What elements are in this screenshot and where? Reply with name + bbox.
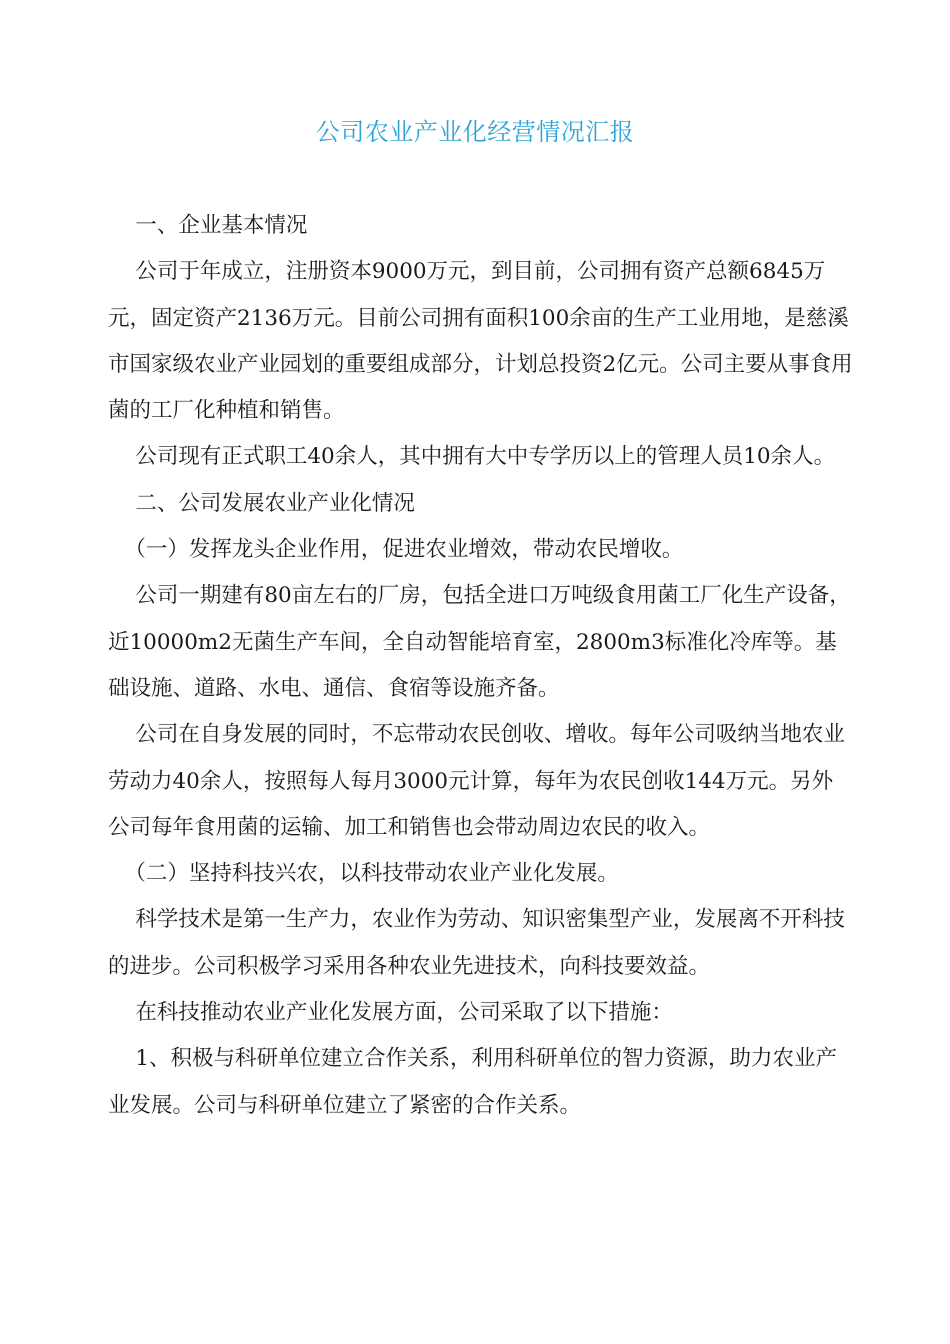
paragraph-facilities: 公司一期建有80亩左右的厂房，包括全进口万吨级食用菌工厂化生产设备，近10000m2无菌生产车间，全自动智能培育室，2800m3标准化冷库等。基础设施、道路、水电、通信、食宿等设施齐备。 <box>108 583 851 701</box>
paragraph-company-overview: 公司于年成立，注册资本9000万元，到目前，公司拥有资产总额6845万元，固定资产2136万元。目前公司拥有面积100余亩的生产工业用地，是慈溪市国家级农业产业园划的重要组成部分，计划总投资2亿元。公司主要从事食用菌的工厂化种植和销售。 <box>108 259 853 424</box>
section-heading-industrialization: 二、公司发展农业产业化情况 <box>135 490 415 516</box>
document-body <box>108 203 853 1129</box>
paragraph-measure-1: 1、积极与科研单位建立合作关系，利用科研单位的智力资源，助力农业产业发展。公司与科研单位建立了紧密的合作关系。 <box>108 1046 838 1118</box>
paragraph-measures-intro: 在科技推动农业产业化发展方面，公司采取了以下措施： <box>135 1000 673 1026</box>
subsection-heading-leading-role: （一）发挥龙头企业作用，促进农业增效，带动农民增收。 <box>124 537 684 563</box>
document-title: 公司农业产业化经营情况汇报 <box>315 118 635 146</box>
paragraph-staff: 公司现有正式职工40余人，其中拥有大中专学历以上的管理人员10余人。 <box>135 444 836 470</box>
section-heading-basic-info: 一、企业基本情况 <box>135 213 308 238</box>
paragraph-technology: 科学技术是第一生产力，农业作为劳动、知识密集型产业，发展离不开科技的进步。公司积极学习采用各种农业先进技术，向科技要效益。 <box>108 907 845 979</box>
subsection-heading-technology: （二）坚持科技兴农，以科技带动农业产业化发展。 <box>124 861 619 887</box>
paragraph-farmer-income: 公司在自身发展的同时，不忘带动农民创收、增收。每年公司吸纳当地农业劳动力40余人，按照每人每月3000元计算，每年为农民创收144万元。另外公司每年食用菌的运输、加工和销售也会带动周边农民的收入。 <box>108 722 845 840</box>
